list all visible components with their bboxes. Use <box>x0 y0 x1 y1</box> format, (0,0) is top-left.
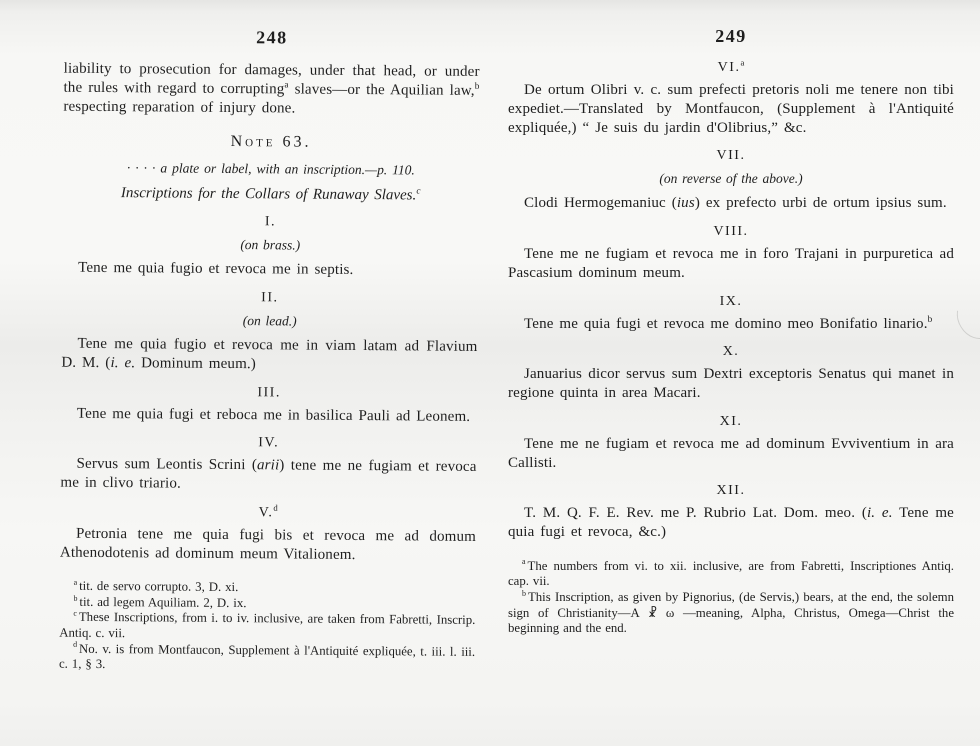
section-numeral: IX. <box>719 293 743 309</box>
section-label: (on lead.) <box>242 313 297 329</box>
footnote-text: tit. ad legem Aquiliam. 2, D. ix. <box>79 594 247 610</box>
inscription-text <box>60 455 476 496</box>
inscription-text-a: Tene me quia fugio et revoca me in viam latam ad Flavium D. M. ( <box>61 335 478 371</box>
footnote <box>508 559 954 590</box>
inscription-text <box>508 315 954 334</box>
footnote-text-a: This Inscription, as given by Pignorius, (de Servis,) bears, at the end, the solemn sign of Christianity—A <box>508 589 954 620</box>
inscription-section-5 <box>60 503 476 565</box>
inscription-text-b: Dominum meum.) <box>135 355 257 372</box>
inscription-text <box>61 335 477 376</box>
footnote-text-b: ω —meaning, Alpha, Christus, Omega—Christ the beginning and the end. <box>508 605 955 636</box>
footnotes-left <box>59 579 476 676</box>
section-numeral: X. <box>722 344 740 360</box>
section-label: (on brass.) <box>240 237 301 253</box>
inscription-text: Tene me quia fugio et revoca me in septis. <box>78 260 354 279</box>
footnote-ref-b: b <box>474 81 480 92</box>
inscription-text-a: Clodi Hermogemaniuc ( <box>524 195 677 212</box>
footnote-text: The numbers from vi. to xii. inclusive, are from Fabretti, Inscriptiones Antiq. cap. vii. <box>508 558 954 589</box>
inscription-italic: i. e. <box>110 354 136 372</box>
inscription-text-b: ) ex prefecto urbi de ortum ipsius sum. <box>694 195 947 212</box>
inscription-section-9 <box>508 294 954 334</box>
inscription-text: Tene me quia fugi et reboca me in basilica Pauli ad Leonem. <box>76 405 471 425</box>
footnote-marker: a <box>73 577 78 587</box>
inscription-text <box>508 504 954 542</box>
inscription-section-8 <box>508 224 954 283</box>
inscription-text: Tene me ne fugiam et revoca me ad dominum Evviventium in ara Callisti. <box>508 435 954 471</box>
footnote-marker: b <box>522 588 526 598</box>
inscription-italic: i. e. <box>866 505 893 522</box>
section-numeral: VIII. <box>713 224 749 239</box>
page-number: 249 <box>715 26 747 46</box>
inscription-italic: arii <box>256 457 280 474</box>
inscription-section-3 <box>61 383 477 426</box>
section-numeral: XII. <box>716 483 746 499</box>
footnote <box>59 610 475 644</box>
footnote-ref-a: a <box>284 80 289 91</box>
chi-rho-icon: ☧ <box>647 605 658 620</box>
numeral-text: VI. <box>717 60 741 75</box>
footnote-ref-c: c <box>416 186 421 197</box>
inscription-text-b: Tene me quia fugi et revoca, &c.) <box>508 505 954 540</box>
footnote <box>508 590 954 637</box>
inscription-section-6 <box>508 57 954 137</box>
inscription-section-4 <box>60 434 476 496</box>
footnote-marker: b <box>73 593 78 603</box>
intro-paragraph <box>63 60 479 120</box>
intro-text-3: respecting reparation of injury done. <box>63 98 296 117</box>
note-heading: Note 63. <box>230 133 312 151</box>
inscription-section-1 <box>62 213 478 281</box>
note-subtitle <box>63 185 479 205</box>
inscription-text: De ortum Olibri v. c. sum prefecti pretoris noli me tenere non tibi expediet.—Translated by Montfaucon, (Supplement à l'Antiquité expliquée,) “ Je suis du jardin d'Olibrius,” &c. <box>508 82 954 136</box>
footnote-ref-a: a <box>740 57 745 68</box>
footnote-marker: d <box>73 640 78 650</box>
subtitle-text: Inscriptions for the Collars of Runaway Slaves. <box>120 185 417 204</box>
footnote-marker: c <box>73 608 77 619</box>
footnote-ref-b: b <box>927 314 933 325</box>
section-numeral: XI. <box>719 413 743 429</box>
inscription-text-a: T. M. Q. F. E. Rev. me P. Rubrio Lat. Dom. meo. ( <box>524 505 867 522</box>
section-numeral: I. <box>264 214 277 230</box>
inscription-section-2 <box>61 289 478 376</box>
inscription-section-7 <box>508 148 954 213</box>
footnote-text: No. v. is from Montfaucon, Supplement à l'Antiquité expliquée, t. iii. l. iii. c. 1, § 3. <box>58 641 476 672</box>
numeral-text: V. <box>258 504 274 521</box>
inscription-text-a: Servus sum Leontis Scrini ( <box>76 456 258 474</box>
footnote-text: tit. de servo corrupto. 3, D. xi. <box>79 579 239 595</box>
page-number: 248 <box>256 27 288 48</box>
section-numeral <box>508 57 954 76</box>
inscription-section-11 <box>508 414 954 473</box>
page-248-content <box>59 26 480 676</box>
motto-line: · · · · a plate or label, with an inscription.—p. 110. <box>126 160 415 178</box>
footnote <box>59 641 475 675</box>
inscription-text: Tene me ne fugiam et revoca me in foro Trajani in purpuretica ad Pascasium dominum meum. <box>508 246 954 281</box>
intro-text-1: liability to prosecution for damages, under that head, or under the rules with regard to corrupting <box>63 60 480 98</box>
section-numeral: III. <box>257 384 281 400</box>
footnote-text: These Inscriptions, from i. to iv. inclusive, are taken from Fabretti, Inscrip. Antiq. c. vii. <box>59 610 476 641</box>
inscription-text <box>508 194 954 213</box>
page-249 <box>492 0 980 746</box>
footnotes-right <box>508 559 954 637</box>
footnote-ref-d: d <box>273 502 278 513</box>
inscription-text: Januarius dicor servus sum Dextri exceptoris Senatus qui manet in regione quinta in area Macari. <box>508 366 954 401</box>
section-numeral <box>60 503 476 522</box>
section-numeral: II. <box>261 290 279 306</box>
inscription-section-10 <box>508 344 954 403</box>
section-numeral: VII. <box>716 148 746 164</box>
section-numeral: IV. <box>258 435 280 451</box>
footnote-marker: a <box>522 557 526 567</box>
inscription-text-b: ) tene me ne fugiam et revoca me in clivo triario. <box>60 457 477 492</box>
inscription-italic: ius <box>676 195 695 212</box>
inscription-text: Petronia tene me quia fugi bis et revoca me ad domum Athenodotenis ad dominum meum Vitalionem. <box>59 525 477 563</box>
intro-text-2: slaves—or the Aquilian law, <box>288 81 475 99</box>
inscription-section-12 <box>508 483 954 542</box>
section-label: (on reverse of the above.) <box>659 171 803 187</box>
inscription-text-a: Tene me quia fugi et revoca me domino meo Bonifatio linario. <box>524 315 928 332</box>
